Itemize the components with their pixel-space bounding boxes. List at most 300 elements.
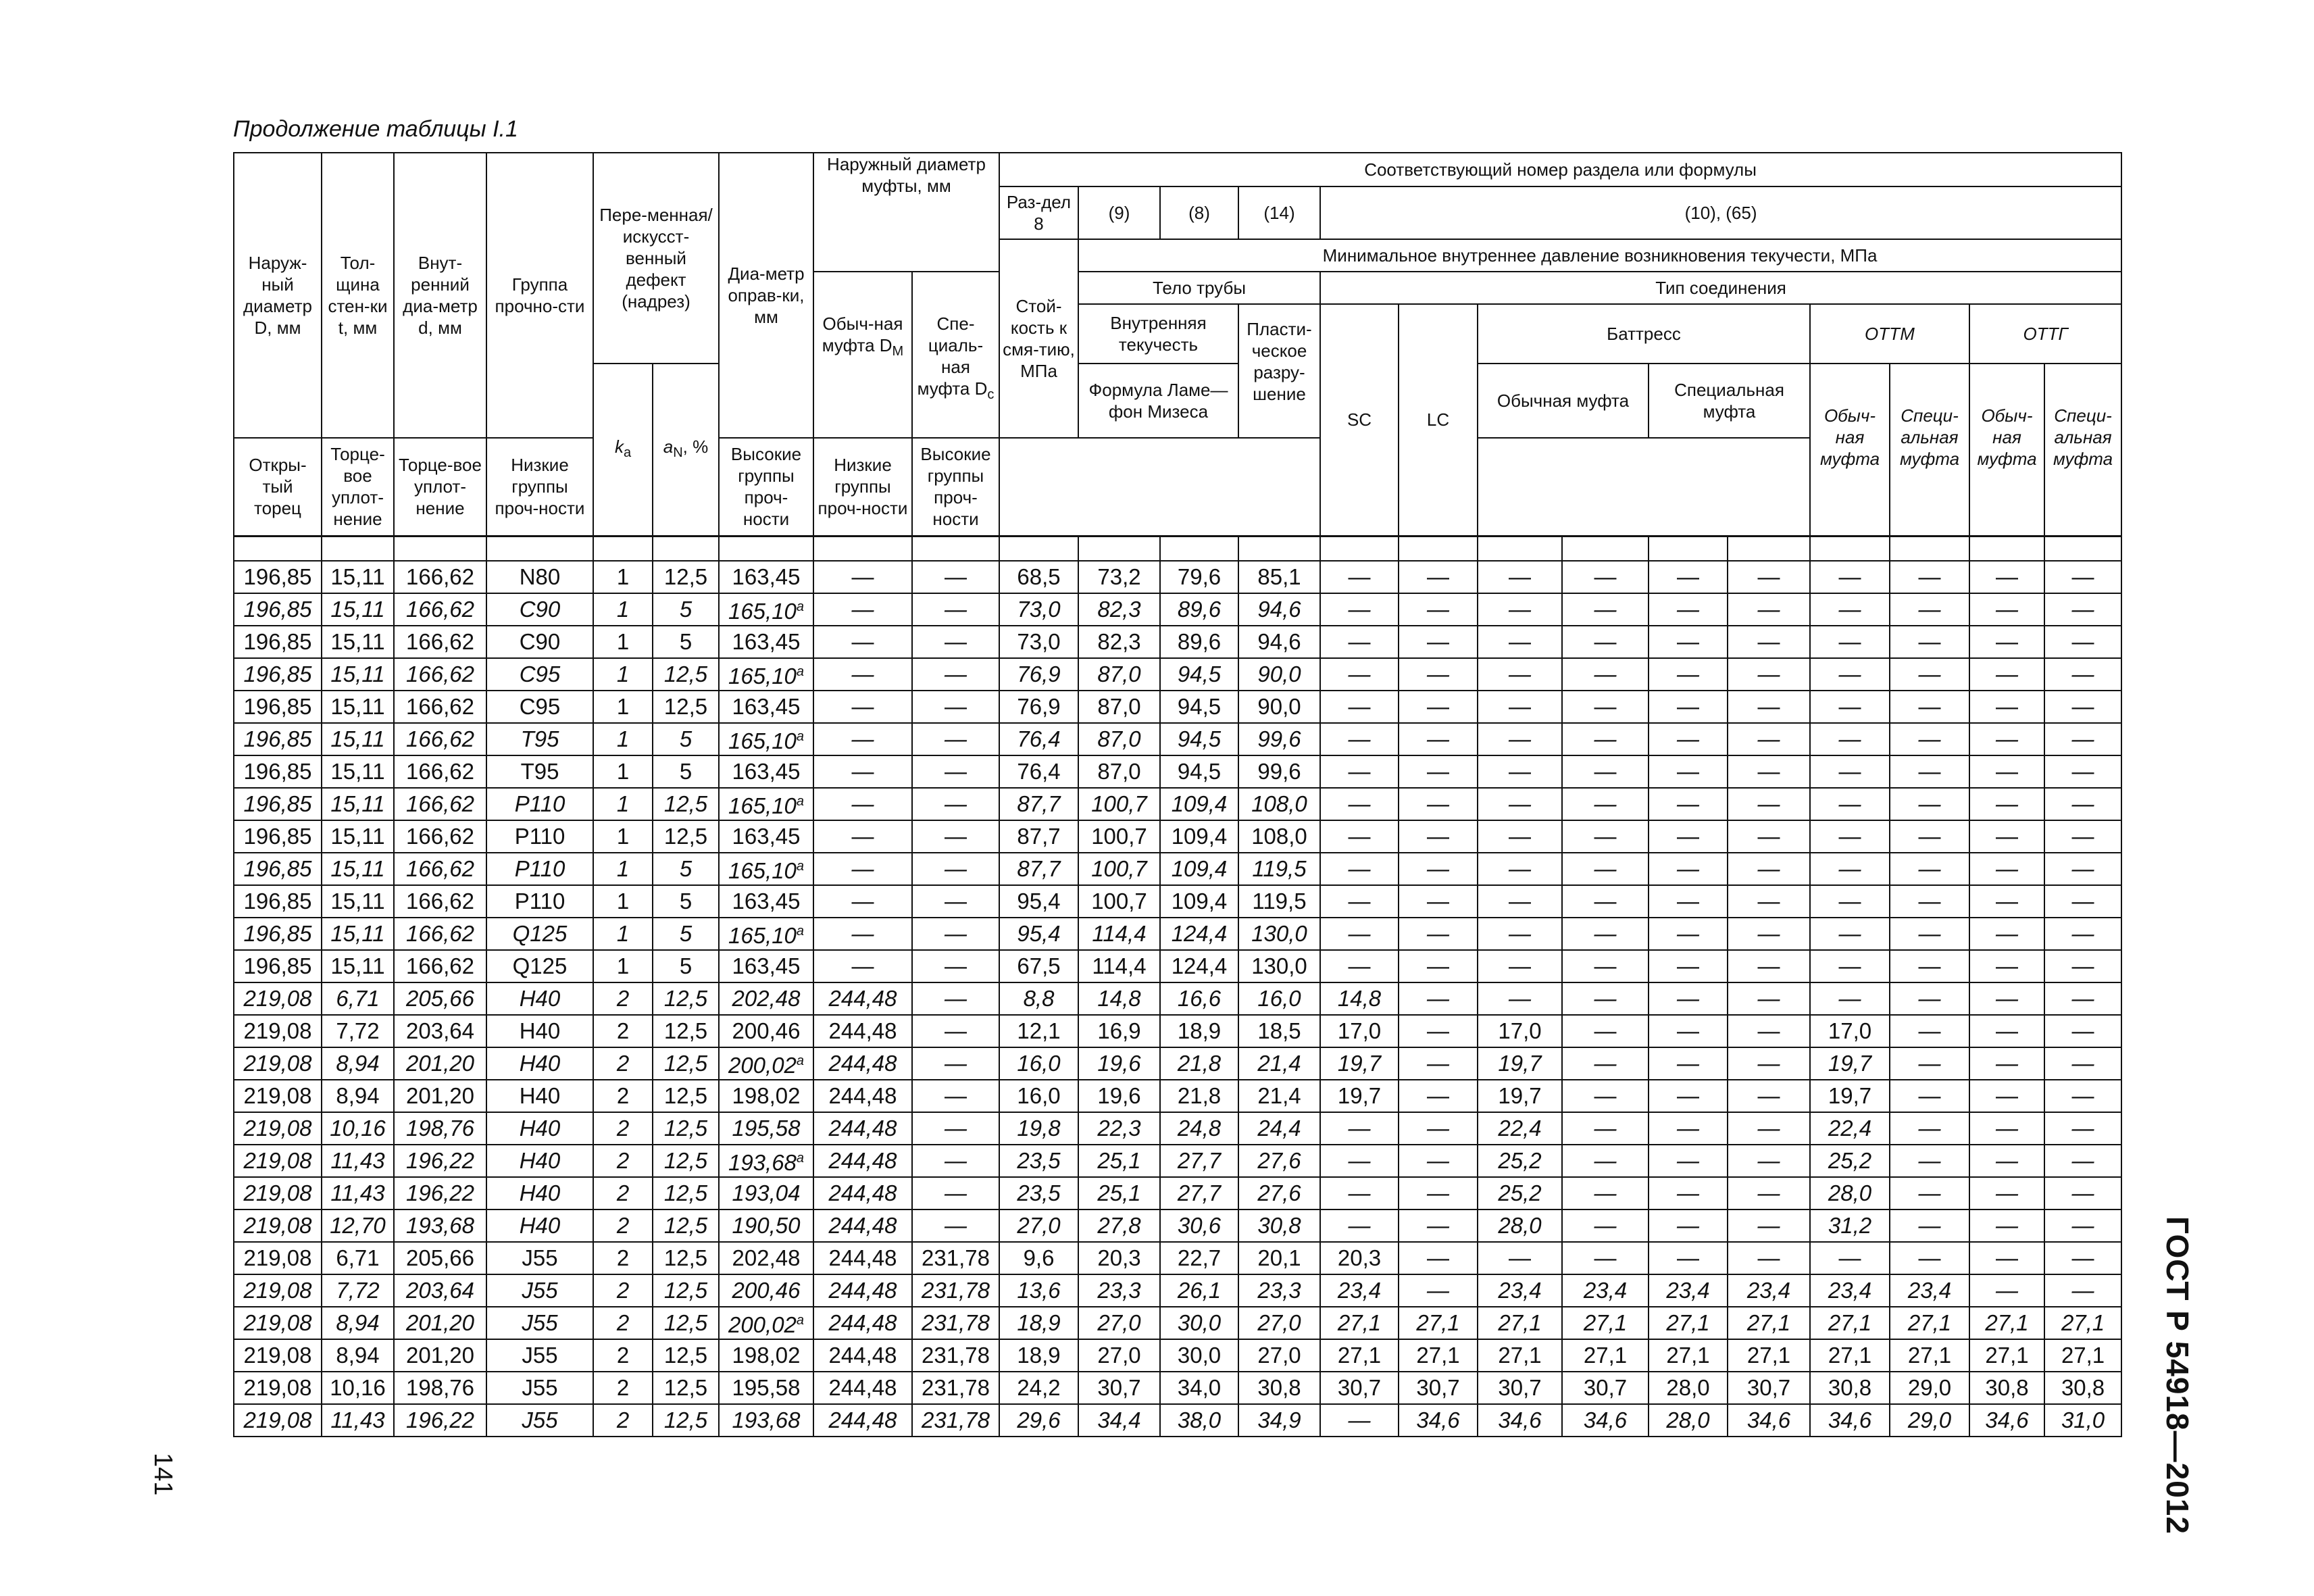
- table-cell: 119,5: [1238, 853, 1320, 885]
- table-cell: —: [813, 950, 912, 982]
- table-cell: —: [1399, 593, 1478, 626]
- table-cell: —: [1399, 1242, 1478, 1274]
- table-cell: —: [1649, 755, 1728, 788]
- table-cell: —: [2044, 691, 2121, 723]
- header-end-seal: Торце-вое уплот-нение: [322, 438, 394, 536]
- table-cell: 119,5: [1238, 885, 1320, 918]
- table-cell: —: [1728, 755, 1810, 788]
- table-cell: 205,66: [394, 1242, 486, 1274]
- header-section8: Раз-дел 8: [999, 186, 1078, 239]
- table-cell: 67,5: [999, 950, 1078, 982]
- table-cell: 19,7: [1810, 1080, 1890, 1112]
- table-row: [234, 561, 2121, 593]
- table-cell: 1: [593, 561, 653, 593]
- footnote-mark: a: [796, 794, 805, 809]
- table-cell: 219,08: [234, 1372, 322, 1404]
- table-cell: —: [1649, 593, 1728, 626]
- table-cell: 30,6: [1160, 1210, 1238, 1242]
- table-cell: —: [813, 918, 912, 950]
- table-cell: 15,11: [322, 658, 394, 691]
- header-buttress-regular: Обычная муфта: [1478, 364, 1649, 438]
- table-cell: 200,02$^a$: [719, 1047, 813, 1080]
- table-cell: 231,78: [912, 1242, 999, 1274]
- table-cell: —: [2044, 950, 2121, 982]
- table-cell: 25,1: [1078, 1145, 1160, 1177]
- table-cell: —: [813, 788, 912, 820]
- table-cell: 27,8: [1078, 1210, 1160, 1242]
- table-cell: 5: [653, 593, 719, 626]
- table-cell: —: [1728, 853, 1810, 885]
- table-cell: 5: [653, 755, 719, 788]
- table-cell: 15,11: [322, 820, 394, 853]
- table-cell: —: [1478, 593, 1562, 626]
- table-cell: 1: [593, 755, 653, 788]
- table-cell: 10,16: [322, 1112, 394, 1145]
- table-cell: —: [1320, 1177, 1399, 1210]
- table-cell: —: [1320, 561, 1399, 593]
- table-cell: 100,7: [1078, 820, 1160, 853]
- table-cell: 6,71: [322, 982, 394, 1015]
- header-ottm-regular: Обыч-ная муфта: [1810, 364, 1890, 536]
- table-cell: P110: [486, 820, 593, 853]
- footnote-mark: a: [796, 1313, 805, 1328]
- table-cell: —: [1399, 561, 1478, 593]
- table-cell: 198,76: [394, 1372, 486, 1404]
- table-cell: —: [1728, 691, 1810, 723]
- table-cell: 244,48: [813, 1274, 912, 1307]
- table-cell: —: [1320, 950, 1399, 982]
- table-row: [234, 1015, 2121, 1047]
- table-cell: 14,8: [1320, 982, 1399, 1015]
- table-cell: —: [1562, 755, 1649, 788]
- table-cell: 11,43: [322, 1404, 394, 1437]
- table-cell: 2: [593, 1339, 653, 1372]
- table-cell: 15,11: [322, 853, 394, 885]
- table-row: [234, 593, 2121, 626]
- table-cell: 196,22: [394, 1145, 486, 1177]
- table-cell: —: [1728, 982, 1810, 1015]
- table-cell: 23,4: [1478, 1274, 1562, 1307]
- table-cell: 231,78: [912, 1307, 999, 1339]
- table-cell: 1: [593, 658, 653, 691]
- table-cell: 87,0: [1078, 658, 1160, 691]
- table-cell: 219,08: [234, 1404, 322, 1437]
- table-cell: 94,5: [1160, 755, 1238, 788]
- table-cell: 94,6: [1238, 593, 1320, 626]
- table-cell: 196,22: [394, 1404, 486, 1437]
- table-cell: —: [1728, 593, 1810, 626]
- table-row: [234, 1307, 2121, 1339]
- table-cell: —: [1478, 561, 1562, 593]
- table-cell: —: [1728, 561, 1810, 593]
- table-cell: 193,68$^a$: [719, 1145, 813, 1177]
- table-cell: —: [1562, 853, 1649, 885]
- table-cell: 166,62: [394, 853, 486, 885]
- header-formula-8: (8): [1160, 186, 1238, 239]
- table-cell: 23,4: [1728, 1274, 1810, 1307]
- table-cell: —: [1728, 723, 1810, 755]
- table-cell: 27,1: [1969, 1339, 2044, 1372]
- header-an: $a_N$, %: [653, 364, 719, 536]
- table-cell: 163,45: [719, 820, 813, 853]
- table-cell: 24,8: [1160, 1112, 1238, 1145]
- table-cell: 21,4: [1238, 1080, 1320, 1112]
- header-ottg: ОТТГ: [1969, 304, 2121, 364]
- table-cell: 94,5: [1160, 691, 1238, 723]
- table-cell: —: [1810, 755, 1890, 788]
- table-cell: 200,02$^a$: [719, 1307, 813, 1339]
- table-cell: 2: [593, 1177, 653, 1210]
- table-cell: 12,5: [653, 1112, 719, 1145]
- table-cell: 21,8: [1160, 1047, 1238, 1080]
- header-inner-diameter: Внут-ренний диа-метр d, мм: [394, 153, 486, 438]
- table-cell: —: [1969, 1210, 2044, 1242]
- table-cell: —: [912, 1210, 999, 1242]
- table-row: [234, 885, 2121, 918]
- table-cell: 82,3: [1078, 593, 1160, 626]
- table-cell: —: [1649, 691, 1728, 723]
- table-cell: 31,2: [1810, 1210, 1890, 1242]
- table-cell: 163,45: [719, 561, 813, 593]
- table-cell: 8,94: [322, 1307, 394, 1339]
- header-end-seal-plastic: Торце-вое уплот-нение: [394, 438, 486, 536]
- table-cell: 15,11: [322, 723, 394, 755]
- header-lame-formula: Формула Ламе—фон Мизеса: [1078, 364, 1238, 438]
- table-cell: 1: [593, 593, 653, 626]
- table-row: [234, 1112, 2121, 1145]
- table-cell: —: [813, 885, 912, 918]
- table-cell: 196,85: [234, 820, 322, 853]
- table-cell: H40: [486, 1210, 593, 1242]
- table-cell: 76,9: [999, 658, 1078, 691]
- table-cell: 25,2: [1478, 1177, 1562, 1210]
- table-cell: 12,70: [322, 1210, 394, 1242]
- table-cell: —: [1890, 1112, 1969, 1145]
- table-cell: —: [1969, 593, 2044, 626]
- table-cell: 27,1: [1320, 1339, 1399, 1372]
- table-cell: —: [1399, 1047, 1478, 1080]
- table-cell: 28,0: [1649, 1404, 1728, 1437]
- table-cell: —: [1728, 1047, 1810, 1080]
- footnote-mark: a: [796, 924, 805, 939]
- header-regular-coupling: Обыч-ная муфта $D_М$: [813, 272, 912, 438]
- header-ottg-special: Специ-альная муфта: [2044, 364, 2121, 536]
- table-row: [234, 1177, 2121, 1210]
- table-row: [234, 1274, 2121, 1307]
- header-ottm: ОТТМ: [1810, 304, 1969, 364]
- table-row: [234, 1372, 2121, 1404]
- table-cell: —: [1478, 755, 1562, 788]
- table-cell: —: [912, 755, 999, 788]
- table-cell: 100,7: [1078, 885, 1160, 918]
- table-cell: —: [1969, 1015, 2044, 1047]
- table-cell: 219,08: [234, 1274, 322, 1307]
- table-cell: 2: [593, 1242, 653, 1274]
- table-cell: —: [1728, 885, 1810, 918]
- table-row: [234, 788, 2121, 820]
- table-cell: —: [1562, 1210, 1649, 1242]
- table-cell: 5: [653, 853, 719, 885]
- table-cell: 244,48: [813, 1404, 912, 1437]
- table-cell: —: [2044, 658, 2121, 691]
- table-cell: —: [1399, 723, 1478, 755]
- table-cell: —: [1478, 626, 1562, 658]
- table-row: [234, 658, 2121, 691]
- table-cell: 12,5: [653, 1307, 719, 1339]
- table-cell: 201,20: [394, 1307, 486, 1339]
- table-cell: —: [1649, 1015, 1728, 1047]
- table-cell: 20,3: [1320, 1242, 1399, 1274]
- table-cell: —: [2044, 1047, 2121, 1080]
- table-cell: 99,6: [1238, 723, 1320, 755]
- table-cell: 29,6: [999, 1404, 1078, 1437]
- standard-title: ГОСТ Р 54918—2012: [2160, 1216, 2195, 1535]
- table-cell: —: [912, 885, 999, 918]
- table-cell: 202,48: [719, 1242, 813, 1274]
- table-cell: —: [1969, 755, 2044, 788]
- table-cell: 196,22: [394, 1177, 486, 1210]
- header-wall-thickness: Тол-щина стен-ки t, мм: [322, 153, 394, 438]
- table-row: [234, 853, 2121, 885]
- table-cell: H40: [486, 1047, 593, 1080]
- table-cell: 15,11: [322, 755, 394, 788]
- table-cell: 196,85: [234, 691, 322, 723]
- table-cell: —: [2044, 1242, 2121, 1274]
- table-cell: 12,5: [653, 658, 719, 691]
- table-cell: —: [813, 820, 912, 853]
- table-cell: 10,16: [322, 1372, 394, 1404]
- table-cell: —: [1969, 626, 2044, 658]
- table-cell: —: [1728, 950, 1810, 982]
- header-pipe-body: Тело трубы: [1078, 272, 1320, 304]
- table-cell: —: [2044, 1274, 2121, 1307]
- table-cell: 196,85: [234, 593, 322, 626]
- table-cell: —: [1649, 626, 1728, 658]
- table-cell: 19,6: [1078, 1047, 1160, 1080]
- table-cell: —: [1649, 723, 1728, 755]
- table-cell: 195,58: [719, 1372, 813, 1404]
- table-cell: —: [1399, 820, 1478, 853]
- table-cell: 12,5: [653, 1339, 719, 1372]
- table-cell: 2: [593, 1404, 653, 1437]
- table-cell: —: [912, 1080, 999, 1112]
- table-cell: 244,48: [813, 1112, 912, 1145]
- table-cell: 201,20: [394, 1047, 486, 1080]
- table-cell: 109,4: [1160, 788, 1238, 820]
- table-cell: 28,0: [1649, 1372, 1728, 1404]
- table-cell: 9,6: [999, 1242, 1078, 1274]
- table-cell: —: [1810, 723, 1890, 755]
- table-cell: 94,5: [1160, 658, 1238, 691]
- table-cell: 231,78: [912, 1274, 999, 1307]
- header-sc: SC: [1320, 304, 1399, 536]
- table-cell: 193,04: [719, 1177, 813, 1210]
- table-cell: 108,0: [1238, 788, 1320, 820]
- table-cell: 231,78: [912, 1339, 999, 1372]
- table-cell: 6,71: [322, 1242, 394, 1274]
- table-cell: 23,5: [999, 1145, 1078, 1177]
- table-cell: 27,6: [1238, 1177, 1320, 1210]
- table-cell: —: [1649, 853, 1728, 885]
- table-cell: —: [1320, 1210, 1399, 1242]
- footnote-mark: a: [796, 664, 805, 679]
- table-cell: —: [1890, 755, 1969, 788]
- table-row: [234, 755, 2121, 788]
- page-number: 141: [149, 1453, 177, 1496]
- table-cell: 27,1: [1478, 1307, 1562, 1339]
- header-buttress-low-2: Низкие группы проч-ности: [813, 438, 912, 536]
- table-cell: —: [1890, 1015, 1969, 1047]
- table-cell: 27,1: [1399, 1339, 1478, 1372]
- table-cell: —: [1399, 1145, 1478, 1177]
- table-cell: 12,5: [653, 691, 719, 723]
- table-cell: —: [1320, 691, 1399, 723]
- table-cell: 1: [593, 723, 653, 755]
- table-cell: 26,1: [1160, 1274, 1238, 1307]
- table-cell: C90: [486, 593, 593, 626]
- table-cell: 244,48: [813, 1047, 912, 1080]
- header-outer-diameter: Наруж-ный диаметр D, мм: [234, 153, 322, 438]
- table-cell: 1: [593, 885, 653, 918]
- table-cell: 27,1: [2044, 1339, 2121, 1372]
- table-cell: 196,85: [234, 885, 322, 918]
- table-cell: 196,85: [234, 950, 322, 982]
- table-cell: —: [2044, 1015, 2121, 1047]
- header-plastic-failure: Пласти-ческое разру-шение: [1238, 304, 1320, 438]
- header-buttress-high-1: Высокие группы проч-ности: [719, 438, 813, 536]
- table-cell: —: [1890, 1047, 1969, 1080]
- table-cell: —: [912, 1177, 999, 1210]
- table-cell: —: [1562, 885, 1649, 918]
- header-collapse: Стой-кость к смя-тию, МПа: [999, 239, 1078, 438]
- table-cell: 30,0: [1160, 1307, 1238, 1339]
- header-section-ref: Соответствующий номер раздела или формулы: [999, 153, 2121, 186]
- table-cell: 95,4: [999, 918, 1078, 950]
- table-cell: 22,4: [1810, 1112, 1890, 1145]
- table-cell: 200,46: [719, 1015, 813, 1047]
- table-cell: 16,0: [999, 1080, 1078, 1112]
- table-cell: 163,45: [719, 755, 813, 788]
- table-cell: —: [1649, 1145, 1728, 1177]
- table-cell: —: [1320, 885, 1399, 918]
- table-cell: 12,5: [653, 1015, 719, 1047]
- table-cell: —: [1399, 626, 1478, 658]
- table-cell: 12,5: [653, 1404, 719, 1437]
- table-cell: 15,11: [322, 691, 394, 723]
- table-cell: —: [1562, 950, 1649, 982]
- table-cell: —: [912, 561, 999, 593]
- table-cell: —: [1320, 755, 1399, 788]
- table-cell: 14,8: [1078, 982, 1160, 1015]
- table-cell: —: [1562, 1242, 1649, 1274]
- table-cell: —: [1810, 1242, 1890, 1274]
- table-cell: 34,6: [1478, 1404, 1562, 1437]
- table-cell: 34,0: [1160, 1372, 1238, 1404]
- table-row: [234, 820, 2121, 853]
- table-cell: 196,85: [234, 723, 322, 755]
- table-cell: 18,9: [1160, 1015, 1238, 1047]
- table-cell: —: [1969, 1112, 2044, 1145]
- table-cell: 12,5: [653, 1274, 719, 1307]
- table-cell: —: [813, 853, 912, 885]
- table-cell: 244,48: [813, 1080, 912, 1112]
- table-cell: 100,7: [1078, 853, 1160, 885]
- footnote-mark: a: [796, 859, 805, 874]
- table-cell: —: [912, 626, 999, 658]
- table-cell: —: [1399, 691, 1478, 723]
- table-cell: —: [2044, 788, 2121, 820]
- table-cell: 15,11: [322, 950, 394, 982]
- table-cell: —: [813, 691, 912, 723]
- table-cell: —: [1890, 788, 1969, 820]
- table-cell: —: [912, 1145, 999, 1177]
- table-cell: —: [2044, 820, 2121, 853]
- table-cell: 2: [593, 1210, 653, 1242]
- table-row: [234, 1210, 2121, 1242]
- table-cell: 23,3: [1238, 1274, 1320, 1307]
- header-defect: Пере-менная/ искусст-венный дефект (надрез): [593, 153, 719, 364]
- table-cell: —: [912, 1047, 999, 1080]
- table-cell: 19,7: [1320, 1047, 1399, 1080]
- table-cell: 22,3: [1078, 1112, 1160, 1145]
- header-formula-14: (14): [1238, 186, 1320, 239]
- table-cell: —: [2044, 885, 2121, 918]
- table-cell: 87,0: [1078, 723, 1160, 755]
- table-cell: —: [1890, 982, 1969, 1015]
- table-cell: 23,4: [1890, 1274, 1969, 1307]
- table-cell: —: [1969, 1177, 2044, 1210]
- table-cell: 16,0: [1238, 982, 1320, 1015]
- table-cell: —: [912, 918, 999, 950]
- table-cell: —: [1810, 593, 1890, 626]
- table-cell: 17,0: [1478, 1015, 1562, 1047]
- table-cell: 15,11: [322, 593, 394, 626]
- table-cell: 15,11: [322, 918, 394, 950]
- table-cell: —: [2044, 626, 2121, 658]
- table-cell: —: [1969, 658, 2044, 691]
- table-cell: 163,45: [719, 885, 813, 918]
- header-ottg-regular: Обыч-ная муфта: [1969, 364, 2044, 536]
- table-cell: 231,78: [912, 1404, 999, 1437]
- table-cell: 21,8: [1160, 1080, 1238, 1112]
- table-cell: —: [2044, 593, 2121, 626]
- table-cell: —: [1649, 820, 1728, 853]
- table-cell: 19,8: [999, 1112, 1078, 1145]
- table-cell: 1: [593, 626, 653, 658]
- header-special-coupling: Спе-циаль-ная муфта $D_с$: [912, 272, 999, 438]
- table-cell: 124,4: [1160, 918, 1238, 950]
- table-cell: 166,62: [394, 626, 486, 658]
- table-cell: —: [1969, 982, 2044, 1015]
- table-cell: 108,0: [1238, 820, 1320, 853]
- table-cell: 11,43: [322, 1145, 394, 1177]
- table-cell: 87,7: [999, 853, 1078, 885]
- table-cell: —: [2044, 723, 2121, 755]
- table-cell: 87,0: [1078, 755, 1160, 788]
- table-cell: 1: [593, 820, 653, 853]
- header-open-end: Откры-тый торец: [234, 438, 322, 536]
- table-cell: 34,6: [1969, 1404, 2044, 1437]
- table-cell: 166,62: [394, 950, 486, 982]
- table-cell: —: [912, 853, 999, 885]
- table-cell: 20,3: [1078, 1242, 1160, 1274]
- table-cell: 202,48: [719, 982, 813, 1015]
- table-cell: 30,7: [1562, 1372, 1649, 1404]
- table-cell: —: [1478, 691, 1562, 723]
- table-cell: 15,11: [322, 626, 394, 658]
- table-cell: —: [1969, 950, 2044, 982]
- table-cell: —: [1810, 658, 1890, 691]
